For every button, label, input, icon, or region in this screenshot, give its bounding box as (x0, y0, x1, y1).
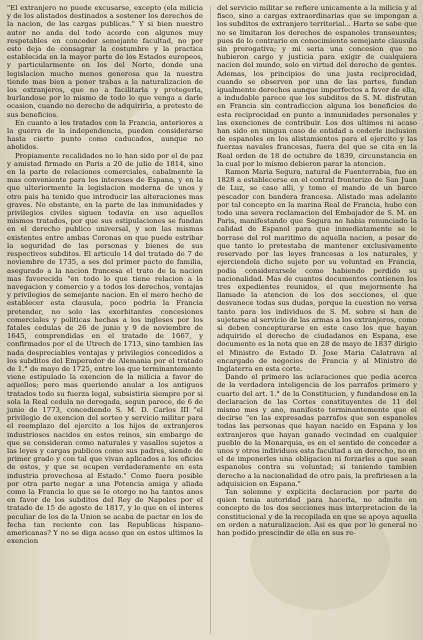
paragraph: del servicio militar se refiere unicamente a la milicia y al fisco, sino a cargas extraordinarias que se impongan a los subditos de extranjero territorial... Harto se sabe que no se limitaran los derechos de espanoles transeuntes; pues de lo contrario en conocimiento semejante clausula sin prerogativa; y mi seria una concesion que no hubieron cargo y justicia para exigir de cualquiera nacion del mundo, solo en virtud del derecho de gentes. Ademas, los principios de una justa reciprocidad, cuando se observen por una de las partes, fundan igualmente derechos aunque imperfectos a favor de ella, a indudable parece que los subditos de S. M. disfrutan en Francia sin contradiccion alguna los beneficios de esta reciprocidad en punto a inmunidades personales y las exenciones de contribuir. Los dos ultimos ni acaso han sido en ningun caso de entidad a cederle inclusion de espanoles en los alistamientos para el ejercito y las fuerzas navales francesas, fuera del que se cita en la Real orden de 18 de octubre de 1839, circunstancia en la cual por lo mismo debieron parar la atencion. (217, 4, 417, 168)
paragraph: Ramon Maria Segura, natural de Fuenterrabia, fue en 1828 a establecerse en el contral fronterizo de San Juan de Luz, se caso alli, y tomo el mando de un barco pescador con bandera francesa. Alistado mas adelante por tal concepto en la marina Real de Francia, hubo con todo una severa reclamacion del Embajador de S. M. en Paris, manifestando que Segura no habia renunciado la calidad de Espanol para que inmediatamente se le borrase del rol maritimo de aquella nacion, a pesar de que tanto lo pretestaba de mantener exclusivamente reservado por las leyes francesas a los naturales, y ejerciendola dicho sujeto por su voluntad en Francia, podia considerarsele como habiendo perdido su nacionalidad. Mas de cuantos documentos contienen los tres expedientes reunidos, el que mejormente ha llamado la atencion de los dos secciones, el que desvanece todas sus dudas, porque la cuestion no versa tanto para los individuos de S. M. sobre si han de sujetarse al servicio de las armas a los extranjeros, como si deben concepturarse en este caso los que hayan adquirido el derecho de ciudadanos en Espana, ese documento es la nota que en 28 de mayo de 1837 dirigio el Ministro de Estado D. Jose Maria Calatrava al encargado de negocios de Francia y al Ministro de Inglaterra en esta corte. (217, 168, 417, 373)
paragraph: En cuanto a los tratados con la Francia, anteriores a la guerra de la independencia, pueden considerarse hasta cierto punto como caducados, aunque no abolidos. (7, 118, 203, 152)
paragraph: Dando el primero las aclaraciones que pedia acerca de la verdadera inteligencia de los parrafos primero y cuarto del art. 1.° de la Constitucion, y fundandose en la declaracion de las Cortes constituyentes de 11 del mismo mes y ano, manifesto terminantemente que el decirse "en las expresadas parrafos que son espanoles todas las personas que hayan nacido en Espana y los extranjeros que hayan ganado vecindad en cualquier pueblo de la Monarquia, es en el sentido de conceder a unos y otros individuos esta facultad a un derecho, no en el de imponerles una obligacion ni forzarles a que sean espanoles contra su voluntad; si teniendo tambien derecho a la nacionalidad de otro pais, la prefiriesen a la adquisicion en Espana." (217, 373, 417, 488)
paragraph: Propiamente recalidados no lo han sido por el de paz y amistad firmado en Paris a 20 de julio de 1814, sino en la parte de relaciones comerciales, cabalmente la mas conveniente para los intereses de Espana, y en la que ulteriormente la legislacion moderna de unos y otro pais ha tenido que introducir las alteraciones mas graves. No obstante, en la parte de las inmunidades y privilegios civiles siguen todavia en uso aquellos mismos tratados, por que sus estipulaciones se fundan en el derecho publico universal, y son las mismas existentes entre ambas Coronas en que puede estribar la seguridad de las personas y bienes de sus respectivos subditos. El articulo 14 del tratado de 7 de noviembre de 1735, a ses del primer pacto de familia, asegurado a la nacion francesa el trato de la nacion mas favorecida "en todo lo que tiene relacion a la navegacion y comercio y a todos los derechos, ventajas y privilegios de semejante nacion. En el mero hecho de establecer esta clausula, poco podria la Francia pretender, no solo las exorbitantes concesiones comerciales y politicas hechas a los ingleses por los fatales cedulas de 26 de junio y 9 de noviembre de 1645, comprendidas en el tratado de 1667, y confirmados por el de Utrech de 1713, sino tambien las nada despreciables ventajas y privilegios concedidos a los subditos del Emperador de Alemania por el tratado de 1.° de mayo de 1725, entre los que terminantemente viene estipulado la exencion de la milicia a favor de aquellos; pero mas queriendo anular a los antiguos tratados todo su fuerza legal, subsistiria siempre por si sola la Real cedula no derogada, segun parece, de 6 de junio de 1773, concediendo S. M. D. Carlos III "el privilegio de exencion del sorteo y servicio militar para el reemplazo del ejercito a los hijos de extranjeros industriosos nacidos en estos reinos, sin embargo de que se consideran como naturales y vasallos sujetos a las leyes y cargas publicos como sus padres, siendo de primer grado y con tal que vivan aplicados a los oficios de estos, y que se ocupen verdaderamente en esta industria provechosa al Estado." Como fuera posible por otra parte negar a una Potencia amiga y aliada como la Francia lo que se le otorgo no ha tantos anos en favor de los subditos del Rey de Napoles por el tratado de 15 de agosto de 1817, y lo que en el interes peculiar de los de la Union se acaba de pactar en los de fecha tan reciente con las Republicas hispano-americanas? Y no se diga acaso que en estos ultimos la exencion (7, 151, 203, 546)
column-divider (210, 6, 211, 634)
paragraph: Tan solemne y explicita declaracion por parte de quien tenia autoridad para hacerla, no admite en concepto de los dos secciones mas interpretacion de la constitucional y de la recopilada en que se apoya aquella en orden a naturalizacion. Asi es que por lo general no han podido prescindir de ella en sus re- (217, 487, 417, 537)
left-column (7, 4, 203, 545)
paragraph: "El extranjero no puede excusarse, excepto (ela milicia y de los alistados destinados a sostener los derechos de la nacion, de las cargas publicas." Y si bien nuestro autor no anda del todo acorde con algunos muy respetables en conceder semejante facultad, no por esto deja de consagrar la costumbre y la practica establecida en la mayor parte de los Estados europeos, y particularmente en los del Norte, donde una legislacion mucho menos generosa que la nuestra tiende mas bien a poner trabas a la naturalizacion de los extranjeros, que no a facilitarla y protegerla, burlandose por lo mismo de todo lo que venga a darle ocasion, cuando no derecho de adquirirla, a pretesto de sus beneficios. (7, 4, 203, 119)
right-column (217, 4, 417, 537)
